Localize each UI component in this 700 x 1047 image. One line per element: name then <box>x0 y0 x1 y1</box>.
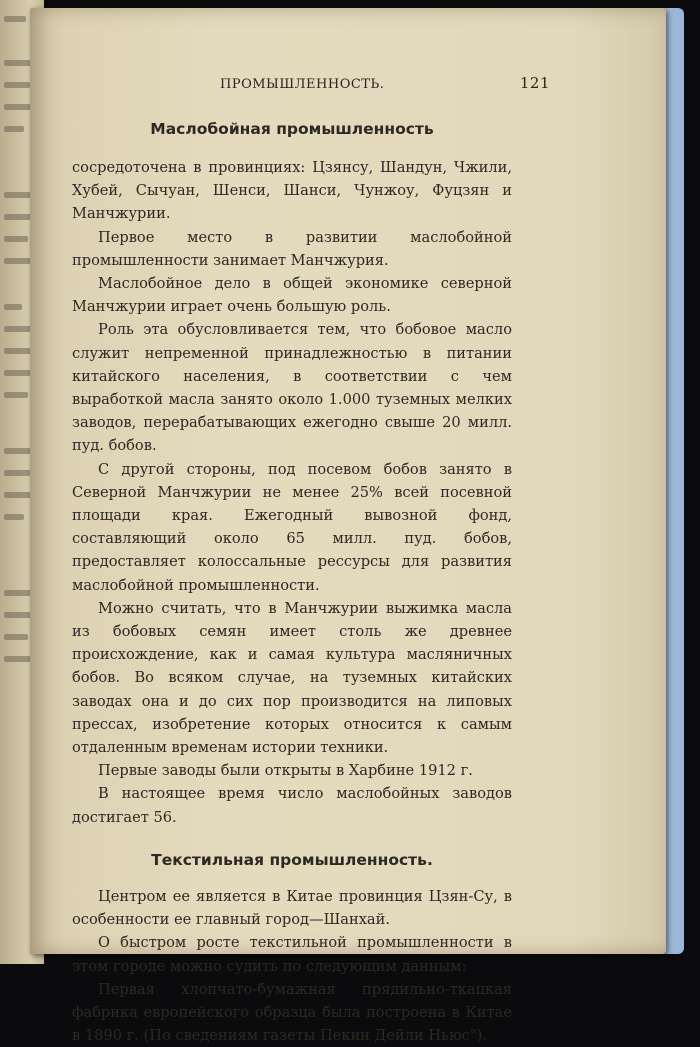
paragraph: Роль эта обусловливается тем, что бобовое масло служит непременной принадлежностью в питании китайского населения, в соответствии с чем выработкой масла занято около 1.000 туземных мелких заводов, перерабатывающих ежегодно свыше 20 милл. пуд. бобов. <box>72 321 512 455</box>
paragraph: Маслобойное дело в общей экономике северной Манчжурии играет очень большую роль. <box>72 275 512 316</box>
paragraph: О быстром росте текстильной промышленности в этом городе можно судить по следующим данным: <box>72 934 512 975</box>
page-header <box>220 74 550 92</box>
paragraph: В настоящее время число маслобойных заводов достигает 56. <box>72 785 512 826</box>
paragraph: Центром ее является в Китае провинция Цзян-Су, в особенности ее главный город—Шанхай. <box>72 887 512 929</box>
paragraph: Первая хлопчато-бумажная прядильно-ткацкая фабрика европейского образца была построена в Китае в 1890 г. (По сведениям газеты Пекин Дейли Ньюс"). <box>72 980 512 1045</box>
paragraph: Первое место в развитии маслобойной промышленности занимает Манчжурия. <box>72 228 512 269</box>
paragraph: Можно считать, что в Манчжурии выжимка масла из бобовых семян имеет столь же древнее происхождение, как и самая культура масляничных бобов. Во всяком случае, на туземных китайских заводах она и до сих пор производится на липовых прессах, изобретение которых относится к самым отдаленным временам истории техники. <box>72 599 512 757</box>
running-title: ПРОМЫШЛЕННОСТЬ. <box>220 77 385 92</box>
paragraph: Первые заводы были открыты в Харбине 1912 г. <box>98 762 473 780</box>
page-content <box>72 120 512 1047</box>
paragraph: сосредоточена в провинциях: Цзянсу, Шандун, Чжили, Хубей, Сычуан, Шенси, Шанси, Чунжоу, Фуцзян и Манчжурии. <box>72 159 512 223</box>
book-page <box>30 8 666 1045</box>
section-heading: Маслобойная промышленность <box>150 120 434 138</box>
page-number: 121 <box>519 74 550 92</box>
section-heading: Текстильная промышленность. <box>151 850 433 869</box>
paragraph: С другой стороны, под посевом бобов занято в Северной Манчжурии не менее 25% всей посевной площади края. Ежегодный вывозной фонд, составляющий около 65 милл. пуд. бобов, предоставляет колоссальные рессурсы для развития маслобойной промышленности. <box>72 460 512 594</box>
